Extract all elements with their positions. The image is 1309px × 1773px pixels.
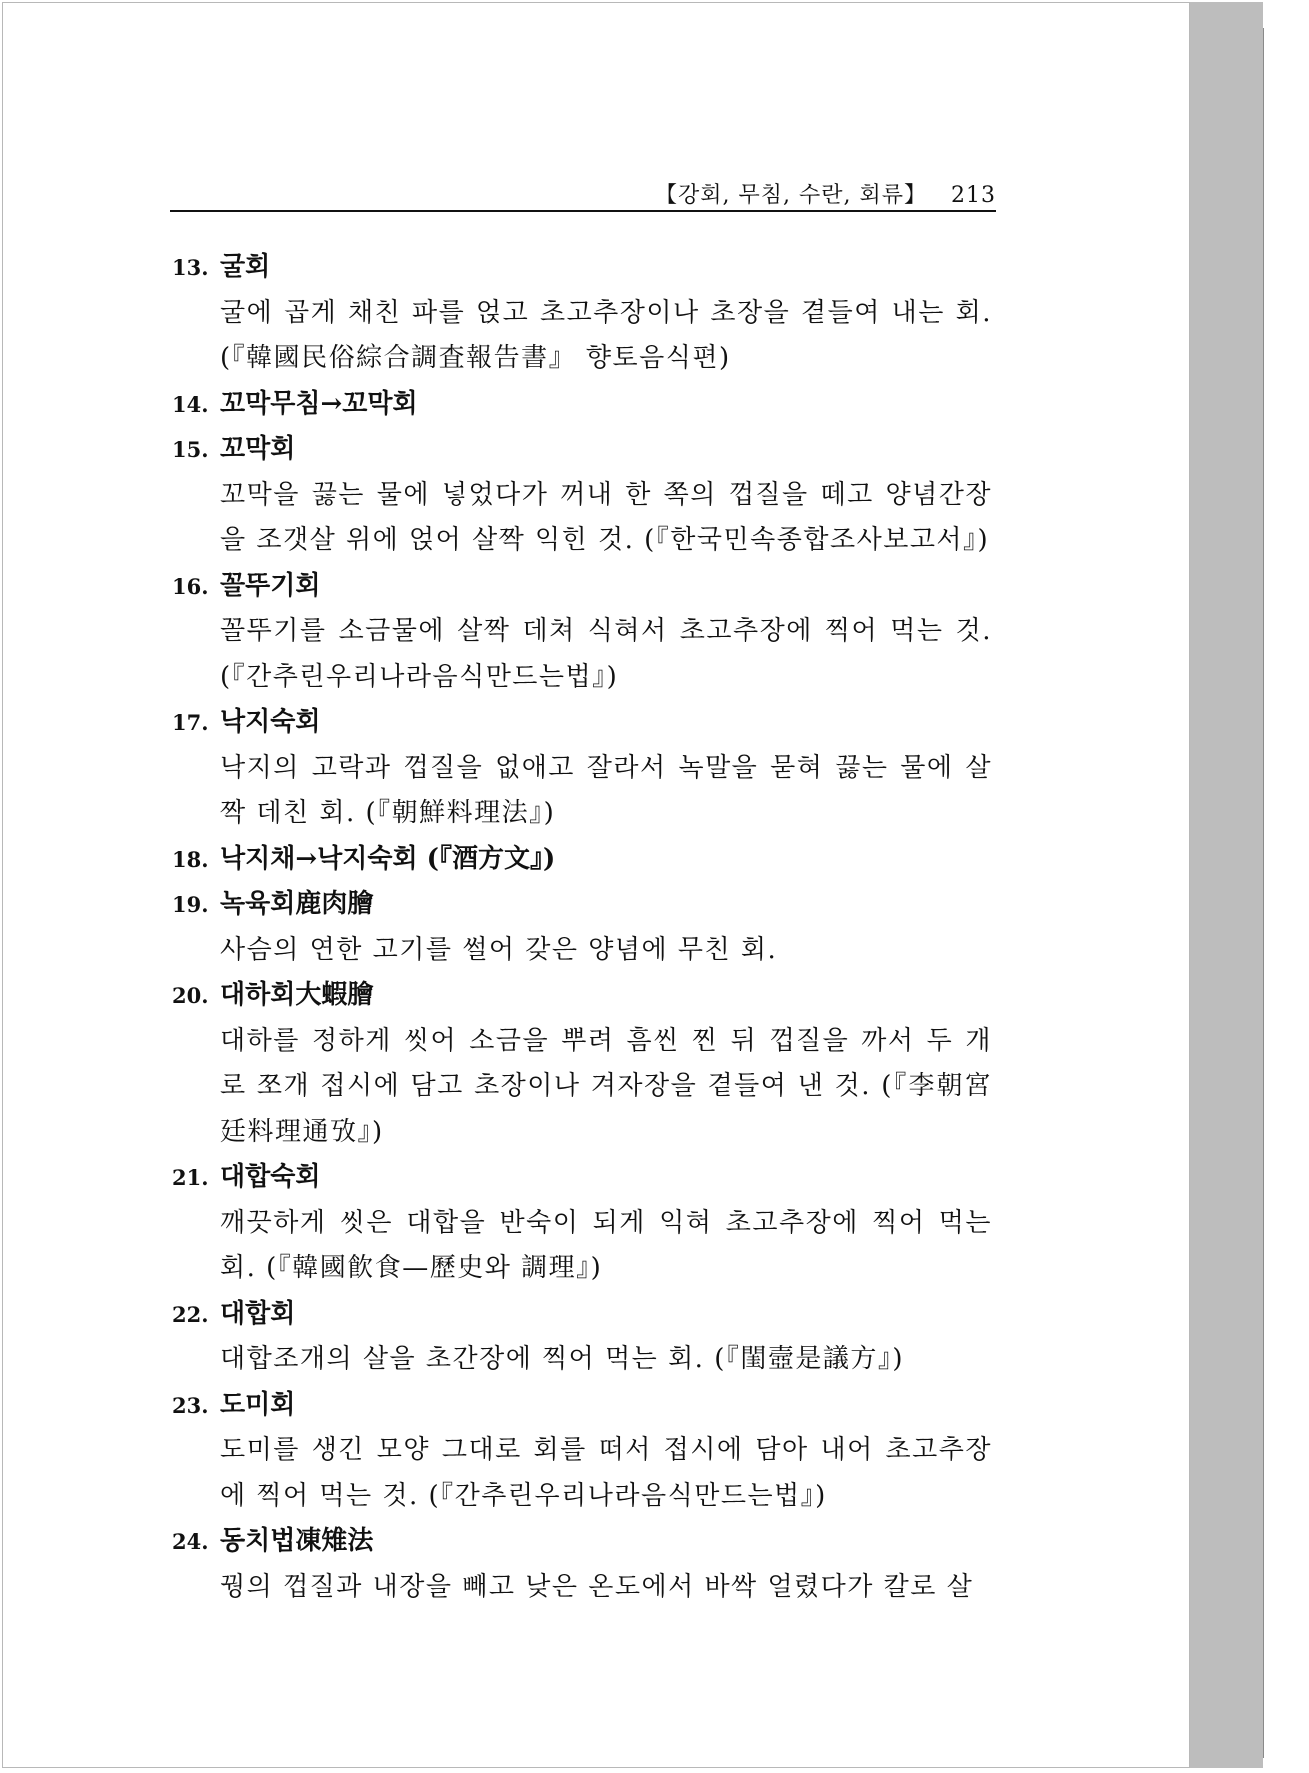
entry-definition-line: 짝 데친 회. (『朝鮮料理法』)	[220, 798, 556, 828]
entry-heading-line	[172, 1292, 992, 1338]
entry-definition-line: 로 쪼개 접시에 담고 초장이나 겨자장을 곁들여 낸 것. (『李朝宮	[220, 1071, 992, 1101]
book-page-edge	[1190, 2, 1263, 1768]
glossary-entry	[172, 245, 992, 382]
glossary-entry	[172, 382, 992, 428]
glossary-entry	[172, 1155, 992, 1292]
entry-definition-line: 에 찍어 먹는 것. (『간추린우리나라음식만드는법』)	[220, 1480, 827, 1511]
entry-number: 13.	[172, 255, 209, 280]
entry-definition-line: 대하를 정하게 씻어 소금을 뿌려 흠씬 찐 뒤 껍질을 까서 두 개	[220, 1025, 992, 1056]
entry-heading-line	[172, 1519, 992, 1565]
entry-heading: 대하회大蝦膾	[220, 980, 374, 1010]
entry-heading-line	[172, 882, 992, 928]
entry-heading-line	[172, 837, 992, 883]
entry-number: 16.	[172, 573, 209, 599]
glossary-entries	[172, 245, 992, 1610]
entry-definition-line: 낙지의 고락과 껍질을 없애고 잘라서 녹말을 묻혀 끓는 물에 살	[220, 752, 992, 783]
entry-definition-line: 깨끗하게 씻은 대합을 반숙이 되게 익혀 초고추장에 찍어 먹는	[220, 1207, 992, 1238]
entry-heading: 꼴뚜기회	[220, 570, 321, 601]
entry-heading: 대합회	[220, 1298, 296, 1329]
entry-heading-line	[172, 973, 992, 1019]
glossary-entry	[172, 837, 992, 883]
entry-definition-line: 廷料理通攷』)	[220, 1116, 384, 1147]
entry-heading: 꼬막무침→꼬막회	[220, 388, 418, 419]
entry-heading-line	[172, 1383, 992, 1429]
glossary-entry	[172, 564, 992, 701]
entry-definition-line: 꼴뚜기를 소금물에 살짝 데쳐 식혀서 초고추장에 찍어 먹는 것.	[220, 616, 992, 646]
entry-number: 14.	[172, 391, 209, 417]
entry-heading: 도미회	[220, 1389, 296, 1420]
glossary-entry	[172, 1519, 992, 1610]
entry-number: 23.	[172, 1392, 209, 1418]
entry-definition-line: (『간추린우리나라음식만드는법』)	[220, 661, 619, 692]
entry-number: 18.	[172, 846, 209, 872]
entry-heading-line	[172, 382, 992, 428]
entry-definition-line: 도미를 생긴 모양 그대로 회를 떠서 접시에 담아 내어 초고추장	[220, 1435, 992, 1465]
entry-heading-line	[172, 564, 992, 610]
glossary-entry	[172, 427, 992, 564]
entry-number: 19.	[172, 892, 209, 917]
page-number: 213	[951, 183, 996, 208]
entry-definition-line: 굴에 곱게 채친 파를 얹고 초고추장이나 초장을 곁들여 내는 회.	[220, 297, 992, 328]
entry-heading-line	[172, 700, 992, 746]
entry-definition-line: 을 조갯살 위에 얹어 살짝 익힌 것. (『한국민속종합조사보고서』)	[220, 525, 990, 555]
entry-heading: 대합숙회	[220, 1162, 321, 1192]
glossary-entry	[172, 973, 992, 1155]
glossary-entry	[172, 700, 992, 837]
running-header-title: 【강회, 무침, 수란, 회류】	[655, 183, 928, 208]
glossary-entry	[172, 882, 992, 973]
entry-definition-line: 꿩의 껍질과 내장을 빼고 낮은 온도에서 바싹 얼렸다가 칼로 살	[220, 1571, 974, 1602]
entry-number: 20.	[172, 983, 209, 1008]
entry-number: 15.	[172, 437, 209, 462]
entry-definition-line: 사슴의 연한 고기를 썰어 갖은 양념에 무친 회.	[220, 934, 778, 965]
entry-heading-line	[172, 427, 992, 473]
entry-number: 21.	[172, 1165, 209, 1190]
glossary-entry	[172, 1383, 992, 1520]
entry-heading: 녹육회鹿肉膾	[220, 889, 374, 919]
entry-definition-line: (『韓國民俗綜合調査報告書』 향토음식편)	[220, 343, 731, 373]
entry-number: 24.	[172, 1529, 209, 1554]
glossary-entry	[172, 1292, 992, 1383]
book-page-edge-shadow	[1263, 28, 1264, 1758]
running-header	[170, 178, 996, 210]
entry-definition-line: 대합조개의 살을 초간장에 찍어 먹는 회. (『閨壼是議方』)	[220, 1344, 904, 1374]
entry-heading-line	[172, 245, 992, 291]
entry-definition-line: 꼬막을 끓는 물에 넣었다가 꺼내 한 쪽의 껍질을 떼고 양념간장	[220, 479, 992, 510]
entry-heading: 낙지채→낙지숙회 (『酒方文』)	[220, 843, 556, 874]
entry-heading: 낙지숙회	[220, 707, 321, 737]
entry-number: 22.	[172, 1301, 209, 1327]
entry-heading-line	[172, 1155, 992, 1201]
header-rule	[170, 210, 996, 212]
entry-heading: 동치법凍雉法	[220, 1526, 374, 1556]
entry-heading: 꼬막회	[220, 434, 296, 464]
entry-number: 17.	[172, 710, 209, 735]
entry-heading: 굴회	[220, 252, 271, 282]
entry-definition-line: 회. (『韓國飮食—歷史와 調理』)	[220, 1253, 603, 1283]
